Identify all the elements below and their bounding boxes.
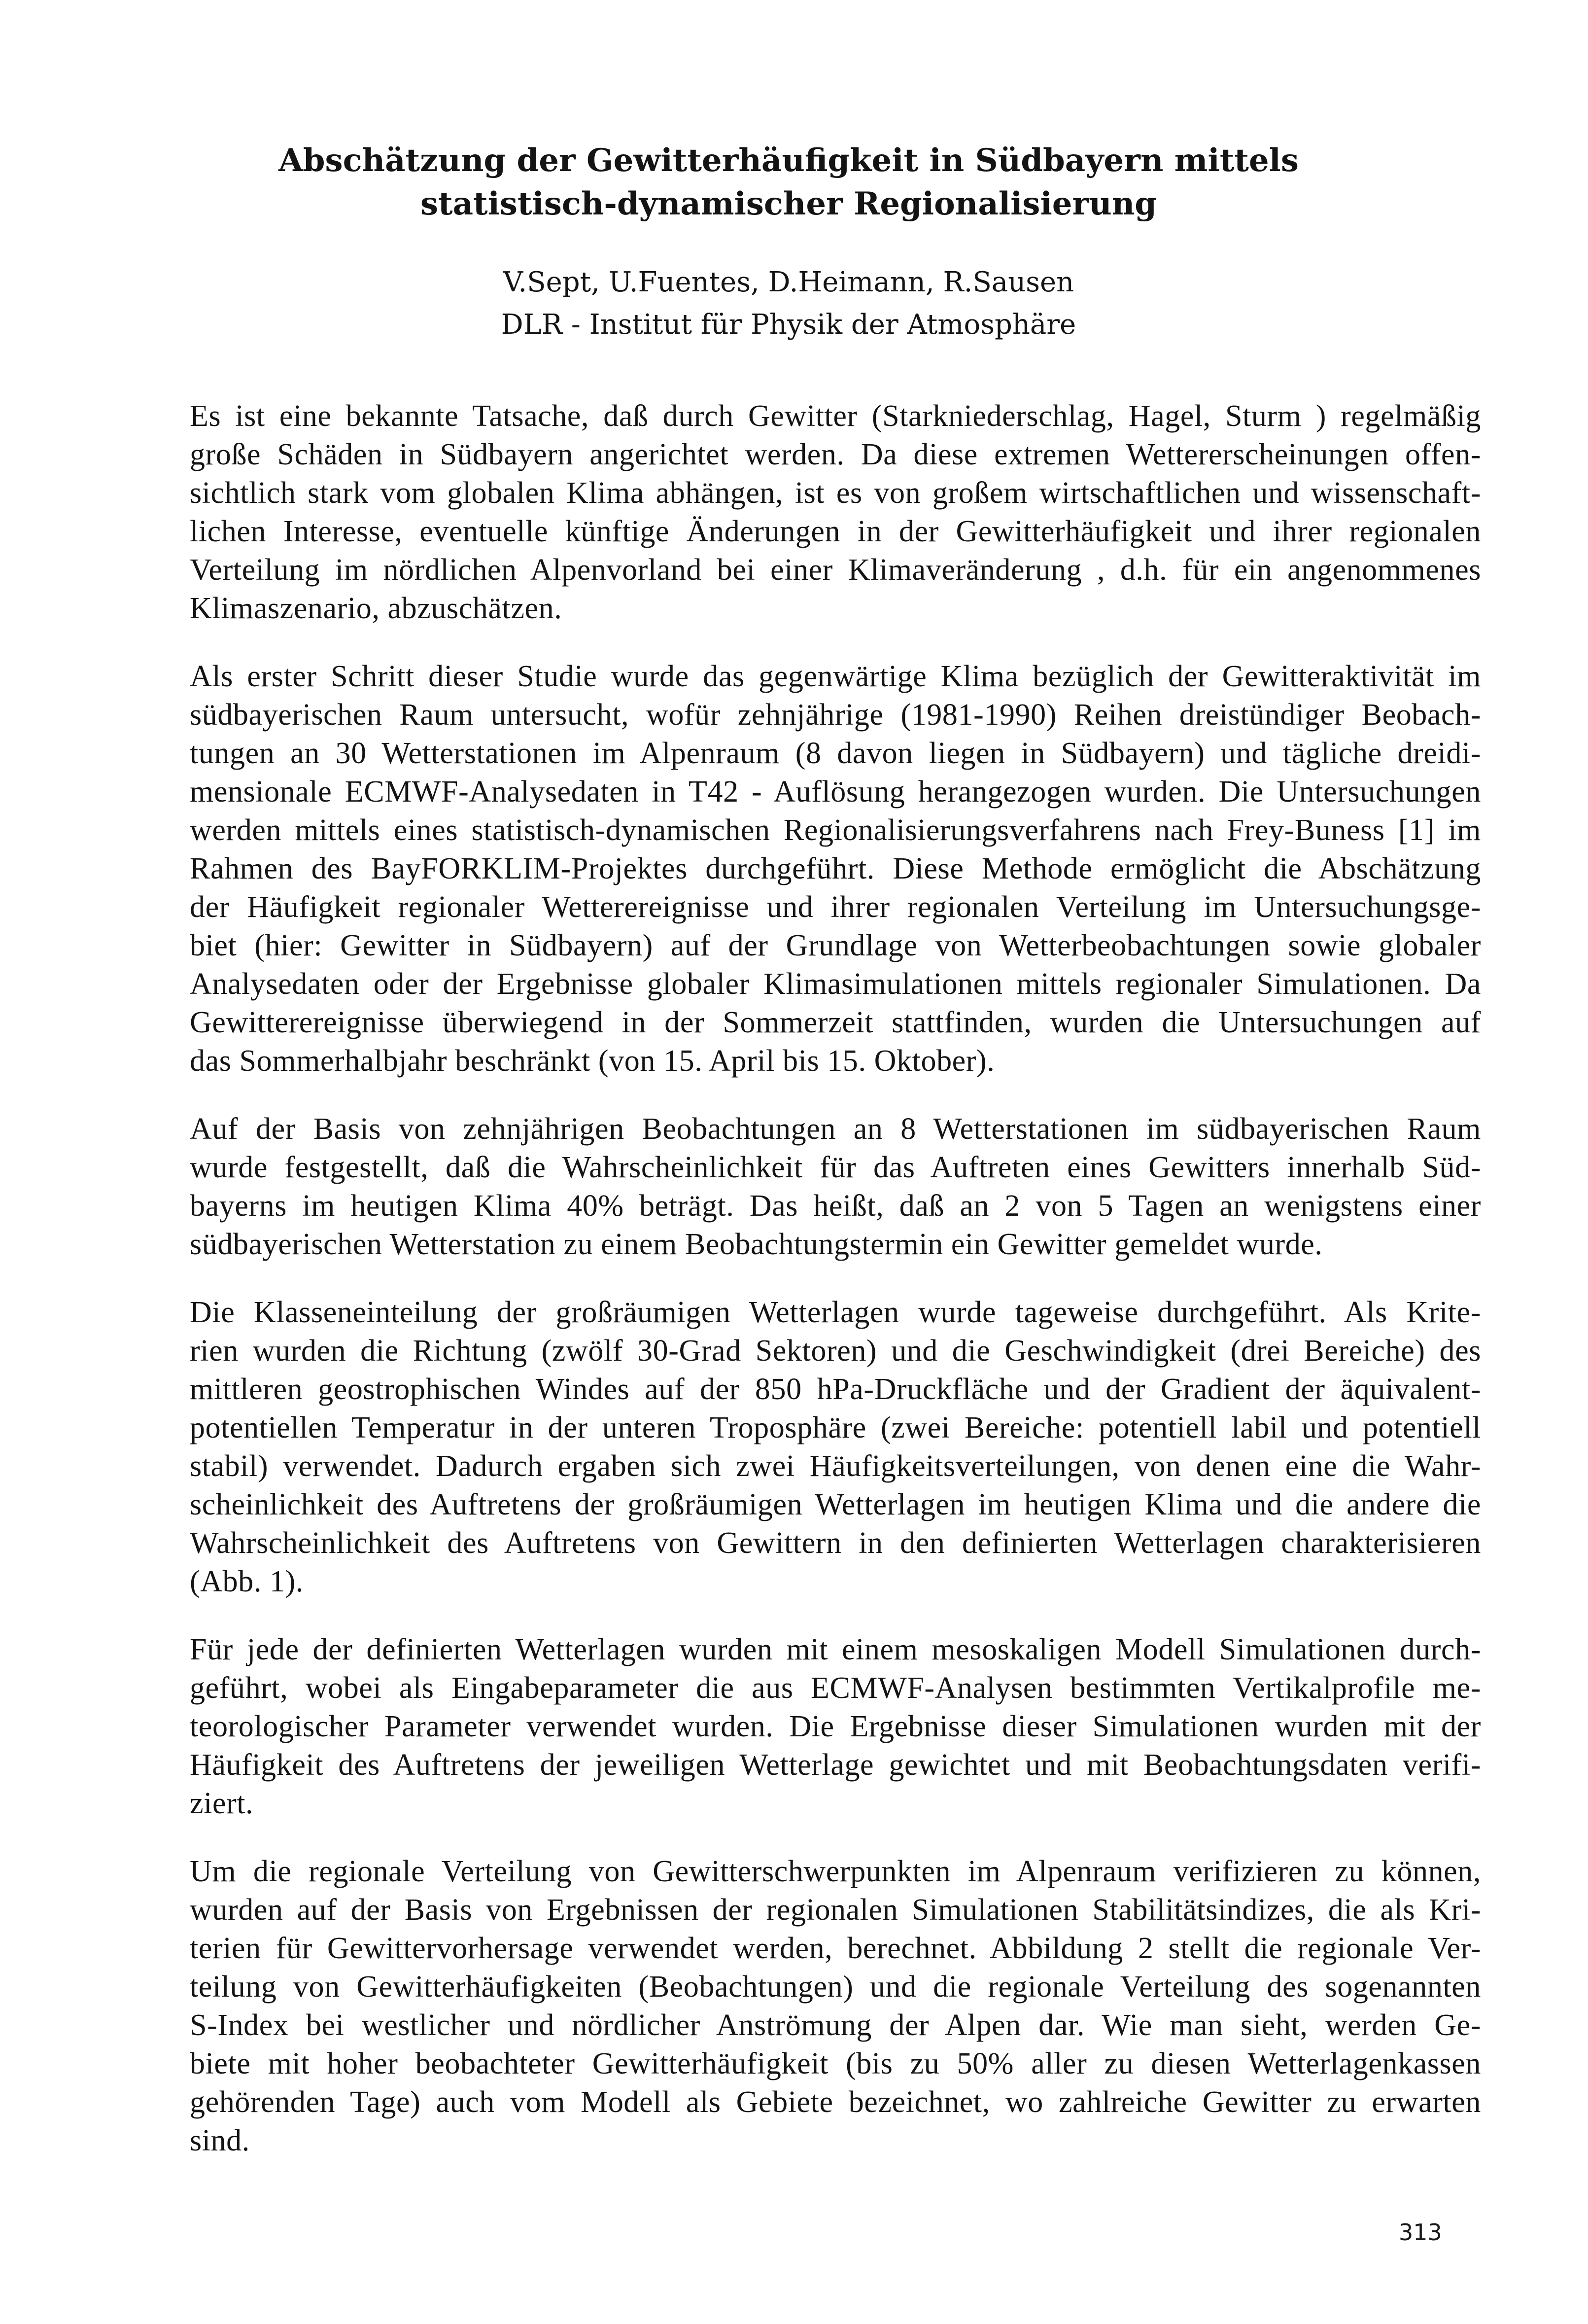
paragraph: [190, 1852, 1481, 2160]
text-line: Die Klasseneinteilung der großräumigen Wetterlagen wurde tageweise durchgeführt. Als Krite-: [190, 1296, 1481, 1329]
author-names: V.Sept, U.Fuentes, D.Heimann, R.Sausen: [503, 266, 1074, 298]
text-line: stabil) verwendet. Dadurch ergaben sich zwei Häufigkeitsverteilungen, von denen eine die Wahr-: [190, 1449, 1481, 1483]
text-line: terien für Gewittervorhersage verwendet werden, berechnet. Abbildung 2 stellt die regionale Ver-: [190, 1932, 1481, 1965]
paragraph: [190, 1293, 1481, 1601]
text-line: Häufigkeit des Auftretens der jeweiligen Wetterlage gewichtet und mit Beobachtungsdaten verifi-: [190, 1748, 1481, 1782]
text-line: gehörenden Tage) auch vom Modell als Gebiete bezeichnet, wo zahlreiche Gewitter zu erwarten: [190, 2085, 1481, 2119]
text-line: der Häufigkeit regionaler Wetterereignisse und ihrer regionalen Verteilung im Untersuchungsge-: [190, 890, 1481, 924]
text-line: teorologischer Parameter verwendet wurden. Die Ergebnisse dieser Simulationen wurden mit der: [190, 1710, 1481, 1743]
text-line: große Schäden in Südbayern angerichtet werden. Da diese extremen Wettererscheinungen offen-: [190, 438, 1481, 471]
text-line: tungen an 30 Wetterstationen im Alpenraum (8 davon liegen in Südbayern) und tägliche dreidi-: [190, 737, 1481, 770]
text-line: lichen Interesse, eventuelle künftige Änderungen in der Gewitterhäufigkeit und ihrer regionalen: [190, 515, 1481, 548]
text-line: südbayerischen Raum untersucht, wofür zehnjährige (1981-1990) Reihen dreistündiger Beobach-: [190, 698, 1481, 732]
text-line: südbayerischen Wetterstation zu einem Beobachtungstermin ein Gewitter gemeldet wurde.: [190, 1228, 1323, 1261]
text-line: potentiellen Temperatur in der unteren Troposphäre (zwei Bereiche: potentiell labil und potentiell: [190, 1411, 1481, 1444]
paragraph: [190, 1630, 1481, 1823]
author-block: [246, 261, 1331, 346]
paragraph: [190, 397, 1481, 628]
title-line-2: statistisch-dynamischer Regionalisierung: [420, 185, 1157, 222]
paragraph: [190, 1110, 1481, 1264]
text-line: ziert.: [190, 1787, 254, 1820]
paper-title: [123, 139, 1454, 226]
text-line: das Sommerhalbjahr beschränkt (von 15. April bis 15. Oktober).: [190, 1044, 995, 1078]
text-line: Gewitterereignisse überwiegend in der Sommerzeit stattfinden, wurden die Untersuchungen auf: [190, 1006, 1481, 1039]
text-line: geführt, wobei als Eingabeparameter die aus ECMWF-Analysen bestimmten Vertikalprofile me-: [190, 1671, 1481, 1705]
text-line: Auf der Basis von zehnjährigen Beobachtungen an 8 Wetterstationen im südbayerischen Raum: [190, 1112, 1481, 1146]
text-line: S-Index bei westlicher und nördlicher Anströmung der Alpen dar. Wie man sieht, werden Ge-: [190, 2008, 1481, 2042]
text-line: Um die regionale Verteilung von Gewitterschwerpunkten im Alpenraum verifizieren zu können,: [190, 1855, 1481, 1888]
text-line: wurde festgestellt, daß die Wahrscheinlichkeit für das Auftreten eines Gewitters innerhalb Süd-: [190, 1151, 1481, 1184]
text-line: Rahmen des BayFORKLIM-Projektes durchgeführt. Diese Methode ermöglicht die Abschätzung: [190, 852, 1481, 885]
text-line: wurden auf der Basis von Ergebnissen der regionalen Simulationen Stabilitätsindizes, die als Kri-: [190, 1893, 1481, 1927]
text-line: Verteilung im nördlichen Alpenvorland bei einer Klimaveränderung , d.h. für ein angenommenes: [190, 553, 1481, 587]
text-line: sind.: [190, 2124, 250, 2157]
text-line: sichtlich stark vom globalen Klima abhängen, ist es von großem wirtschaftlichen und wissenschaft-: [190, 476, 1481, 510]
paragraph: [190, 657, 1481, 1080]
text-line: Analysedaten oder der Ergebnisse globaler Klimasimulationen mittels regionaler Simulationen. Da: [190, 967, 1481, 1001]
title-line-1: Abschätzung der Gewitterhäufigkeit in Südbayern mittels: [278, 142, 1299, 179]
text-line: rien wurden die Richtung (zwölf 30-Grad Sektoren) und die Geschwindigkeit (drei Bereiche) des: [190, 1334, 1481, 1368]
text-line: teilung von Gewitterhäufigkeiten (Beobachtungen) und die regionale Verteilung des sogenannten: [190, 1970, 1481, 2004]
text-line: werden mittels eines statistisch-dynamischen Regionalisierungsverfahrens nach Frey-Buness [1] im: [190, 813, 1481, 847]
author-affiliation: DLR - Institut für Physik der Atmosphäre: [501, 309, 1076, 341]
text-line: Klimaszenario, abzuschätzen.: [190, 592, 562, 625]
text-line: (Abb. 1).: [190, 1565, 304, 1598]
text-line: biet (hier: Gewitter in Südbayern) auf der Grundlage von Wetterbeobachtungen sowie globaler: [190, 929, 1481, 962]
page-number: 313: [1399, 2219, 1442, 2246]
body-text: [190, 397, 1481, 2189]
text-line: scheinlichkeit des Auftretens der großräumigen Wetterlagen im heutigen Klima und die andere die: [190, 1488, 1481, 1521]
text-line: Als erster Schritt dieser Studie wurde das gegenwärtige Klima bezüglich der Gewitteraktivität im: [190, 660, 1481, 693]
text-line: mensionale ECMWF-Analysedaten in T42 - Auflösung herangezogen wurden. Die Untersuchungen: [190, 775, 1481, 809]
text-line: Wahrscheinlichkeit des Auftretens von Gewittern in den definierten Wetterlagen charakterisieren: [190, 1526, 1481, 1560]
text-line: mittleren geostrophischen Windes auf der 850 hPa-Druckfläche und der Gradient der äquivalent-: [190, 1373, 1481, 1406]
text-line: bayerns im heutigen Klima 40% beträgt. Das heißt, daß an 2 von 5 Tagen an wenigstens einer: [190, 1189, 1481, 1223]
text-line: Es ist eine bekannte Tatsache, daß durch Gewitter (Starkniederschlag, Hagel, Sturm ) regelmäßig: [190, 399, 1481, 433]
text-line: biete mit hoher beobachteter Gewitterhäufigkeit (bis zu 50% aller zu diesen Wetterlagenkassen: [190, 2047, 1481, 2080]
text-line: Für jede der definierten Wetterlagen wurden mit einem mesoskaligen Modell Simulationen durch-: [190, 1633, 1481, 1666]
